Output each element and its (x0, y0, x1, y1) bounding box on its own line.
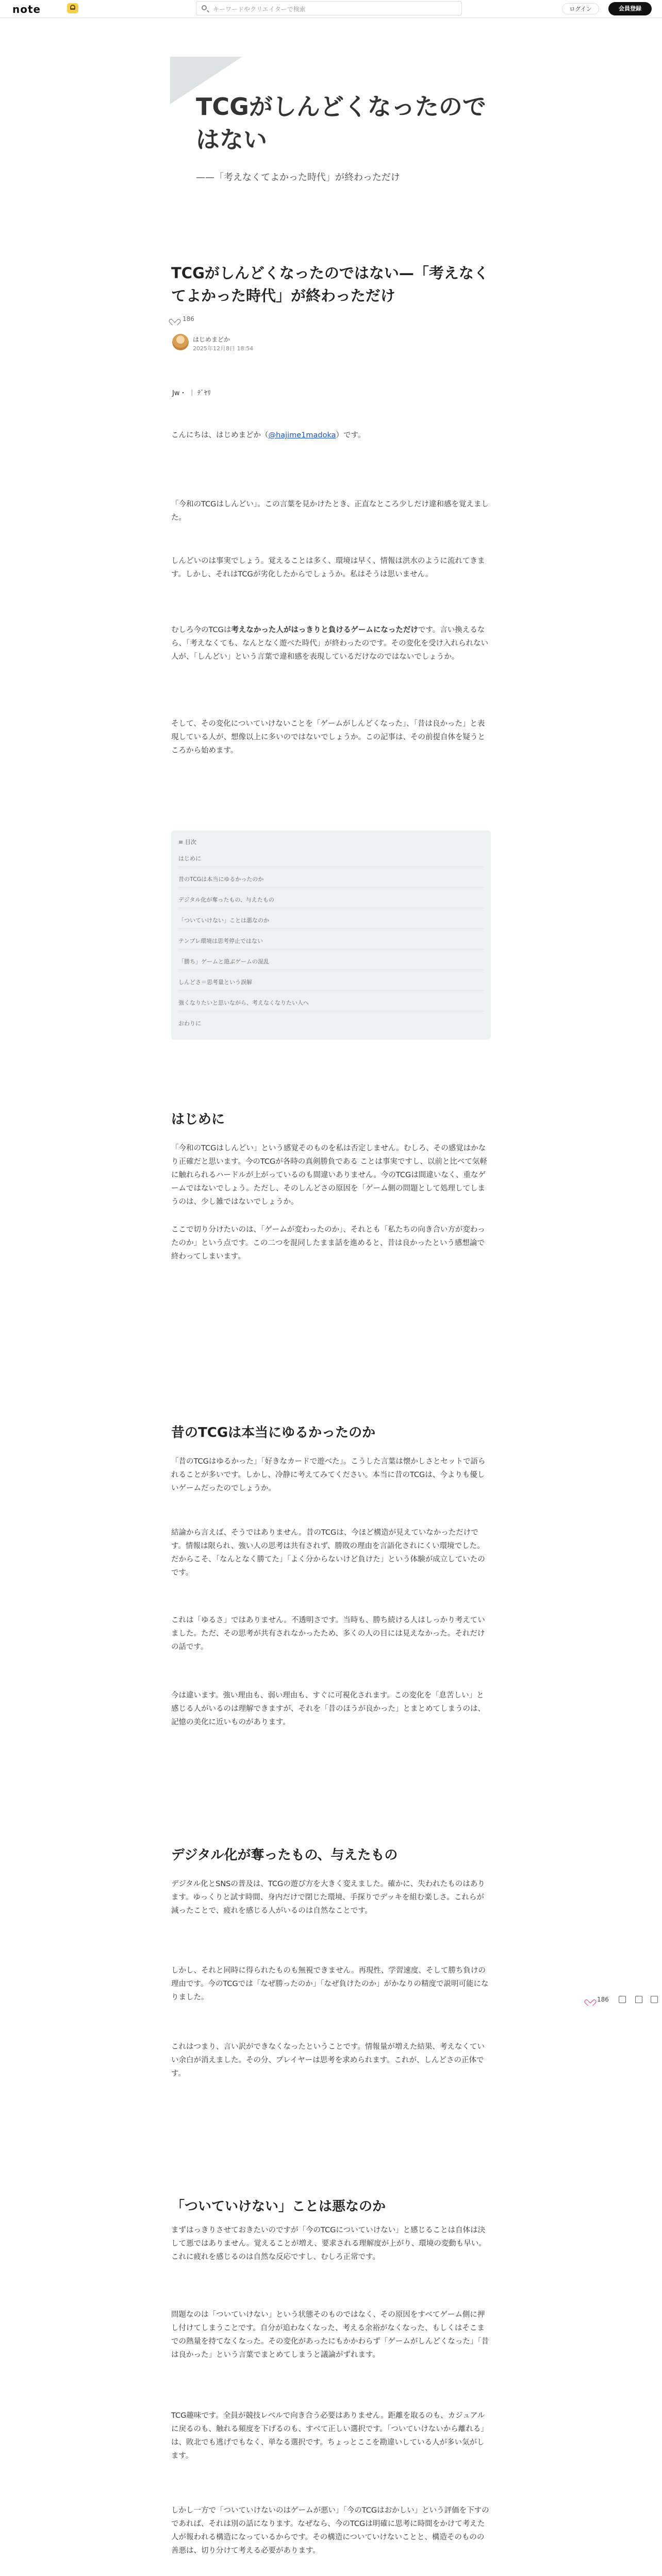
toc-item[interactable]: 昔のTCGは本当にゆるかったのか (178, 872, 484, 888)
toc-item[interactable]: 強くなりたいと思いながら、考えなくなりたい人へ (178, 995, 484, 1011)
section-paragraph (171, 1223, 491, 1263)
paragraph-text: です。言い換えるなら、「考えなくても、なんとなく遊べた時代」が終わったのです。その変化を受け入れられない人が、「しんどい」という言葉で違和感を表現しているだけなのではないでしょうか。 (171, 626, 488, 661)
paragraph-text: むしろ今のTCGは (171, 626, 231, 634)
article-title: TCGがしんどくなったのではない—「考えなくてよかった時代」が終わっただけ (171, 264, 489, 304)
section-paragraph (171, 2504, 491, 2557)
paragraph: 今は違います。強い理由も、弱い理由も、すぐに可視化されます。この変化を「息苦しい」と感じる人がいるのは理解できますが、それを「昔のほうが良かった」とまとめてしまうのは、記憶の美化に近いものがあります。 (171, 1691, 485, 1726)
section-paragraph (171, 2224, 491, 2264)
intro-paragraph (171, 717, 491, 757)
like-count-row[interactable] (171, 315, 194, 323)
publish-date: 2025年12月8日 18:54 (193, 345, 254, 352)
toc-item[interactable]: テンプレ環境は思考停止ではない (178, 934, 484, 950)
more-icon[interactable] (651, 1996, 658, 2003)
toc-item[interactable]: 「勝ち」ゲームと遊ぶゲームの混乱 (178, 954, 484, 970)
toc-heading-label: 目次 (185, 839, 196, 845)
section-heading-text: 昔のTCGは本当にゆるかったのか (171, 1425, 376, 1440)
paragraph: 「昔のTCGはゆるかった」「好きなカードで遊べた」。こうした言葉は懐かしさとセットで語られることが多いです。しかし、冷静に考えてみてください。本当に昔のTCGは、今よりも優しいゲームだったのでしょうか。 (171, 1458, 486, 1493)
paragraph: 結論から言えば、そうではありません。昔のTCGは、今ほど構造が見えていなかっただけです。情報は限られ、強い人の思考は共有されず、勝敗の理由を言語化されにくい環境でした。だからこそ、「なんとなく勝てた」「よく分からないけど負けた」という体験が成立していたのです。 (171, 1529, 485, 1577)
section-paragraph (171, 1689, 491, 1729)
paragraph: まずはっきりさせておきたいのですが「今のTCGについていけない」と感じることは自体は決して悪ではありません。覚えることが増え、要求される理解度が上がり、環境の変動も早い。これに疲れを感じるのは自然な反応ですし、むしろ正常です。 (171, 2226, 486, 2261)
section-paragraph (171, 1455, 491, 1495)
section-heading-text: 「ついていけない」ことは悪なのか (171, 2199, 386, 2214)
emphasis-text: 考えなかった人がはっきりと負けるゲームになっただけ (231, 626, 418, 634)
like-count: 186 (183, 315, 194, 323)
section-paragraph (171, 1142, 491, 1209)
intro-paragraph (171, 498, 491, 524)
hero-title: TCGがしんどくなったのではない (196, 93, 486, 154)
paragraph: そして、その変化についていけないことを「ゲームがしんどくなった」、「昔は良かった」と表現している人が、想像以上に多いのではないでしょうか。この記事は、その前提自体を疑うところから始めます。 (171, 720, 485, 755)
section-heading (171, 2196, 491, 2215)
paragraph: 「今和のTCGはしんどい」。この言葉を見かけたとき、正直なところ少しだけ違和感を覚えました。 (171, 500, 489, 522)
toc-item[interactable]: しんどさ＝思考量という誤解 (178, 975, 484, 991)
section-paragraph (171, 1526, 491, 1580)
bell-icon[interactable] (67, 3, 78, 13)
section-heading-text: はじめに (171, 1112, 225, 1127)
section-paragraph (171, 2308, 491, 2362)
share-icon[interactable] (635, 1996, 642, 2003)
intro-text: ）です。 (336, 431, 366, 439)
heart-icon[interactable] (587, 1997, 594, 2003)
paragraph: デジタル化とSNSの普及は、TCGの遊び方を大きく変えました。確かに、失われたものはあります。ゆっくりと試す時間、身内だけで閉じた環境、手探りでデッキを組む楽しさ。これらが減ったことで、疲れを感じる人がいるのは自然なことです。 (171, 1880, 485, 1915)
section-paragraph (171, 1964, 491, 2004)
author-avatar[interactable] (172, 334, 189, 350)
search-icon (202, 5, 207, 10)
hero-subtitle: ——「考えなくてよかった時代」が終わっただけ (196, 172, 400, 183)
intro-text: こんにちは、はじめまどか（ (171, 431, 269, 439)
author-handle-link[interactable]: @hajime1madoka (268, 431, 336, 439)
intro-paragraph (171, 554, 491, 581)
article-tags: Jw・ ｜ ﾃﾞﾔﾘ (172, 389, 211, 397)
heart-icon[interactable] (171, 316, 178, 323)
paragraph: 問題なのは「ついていけない」という状態そのものではなく、その原因をすべてゲーム側に押し付けてしまうことです。自分が追わなくなった、考える余裕がなくなった、もしくはそこまでの熱量を持てなくなった。その変化があったにもかかわらず「ゲームがしんどくなった」「昔は良かった」という言葉でまとめてしまうと議論がずれます。 (171, 2311, 489, 2359)
section-heading (171, 1109, 491, 1128)
paragraph: しかし一方で「ついていけないのはゲームが悪い」「今のTCGはおかしい」という評価を下すのであれば、それは別の話になります。なぜなら、今のTCGは明確に思考に時間をかけて考えた人が報われる構造になっているからです。その構造についていけないことと、構造そのものの善悪は、切り分けて考える必要があります。 (171, 2506, 489, 2555)
paragraph: 「今和のTCGはしんどい」という感覚そのものを私は否定しません。むしろ、その感覚はかなり正確だと思います。今のTCGが各時の真剣勝負である ことは事実ですし、以前と比べて気軽に触れられるハードルが上がっているのも間違いありません。今のTCGは間違いなく、重なゲームではないでしょう。ただし、そのしんどさの原因を「ゲーム側の問題として処理してしまうのは、少し雑ではないでしょうか。 (171, 1144, 487, 1206)
login-button[interactable]: ログイン (562, 3, 599, 14)
paragraph: しんどいのは事実でしょう。覚えることは多く、環境は早く、情報は洪水のように流れてきます。しかし、それはTCGが劣化したからでしょうか。私はそうは思いません。 (171, 557, 485, 579)
toc-heading[interactable] (178, 838, 196, 846)
section-paragraph (171, 2409, 491, 2463)
search-placeholder: キーワードやクリエイターで検索 (213, 6, 306, 13)
toc-item[interactable]: おわりに (178, 1020, 201, 1027)
author-name[interactable]: はじめまどか (193, 336, 230, 343)
toc-item[interactable]: デジタル化が奪ったもの、与えたもの (178, 892, 484, 908)
comment-icon[interactable] (619, 1996, 626, 2003)
paragraph: これは「ゆるさ」ではありません。不透明さです。当時も、勝ち続ける人はしっかり考えていました。ただ、その思考が共有されなかったため、多くの人の目には見えなかった。それだけの話です。 (171, 1616, 485, 1651)
floating-like-button[interactable] (587, 1996, 609, 2003)
section-paragraph (171, 1877, 491, 1918)
section-heading (171, 1844, 491, 1863)
intro-paragraph (171, 623, 491, 664)
side-like-count: 186 (597, 1996, 609, 2003)
paragraph: TCG趣味です。全員が競技レベルで向き合う必要はありません。距離を取るのも、カジュアルに戻るのも、触れる頻度を下げるのも、すべて正しい選択です。「ついていけないから離れる」は、敗北でも逃げでもなく、単なる選択です。ちょっとここを勘違いしている人が多い気がします。 (171, 2412, 488, 2460)
section-paragraph (171, 1614, 491, 1654)
section-heading (171, 1422, 491, 1441)
signup-button[interactable]: 会員登録 (608, 2, 652, 15)
search-input[interactable] (196, 1, 462, 15)
intro-greeting (171, 429, 491, 442)
table-of-contents (171, 831, 491, 1040)
top-navigation-bar (0, 0, 662, 18)
toc-item[interactable]: 「ついていけない」ことは悪なのか (178, 913, 484, 929)
paragraph: これはつまり、言い訳ができなくなったということです。情報量が増えた結果、考えなくていい余白が消えました。その分、プレイヤーは思考を求められます。これが、しんどさの正体です。 (171, 2043, 485, 2078)
section-heading-text: デジタル化が奪ったもの、与えたもの (171, 1848, 398, 1863)
paragraph: しかし、それと同時に得られたものも無視できません。再現性、学習速度、そして勝ち負けの理由です。今のTCGでは「なぜ勝ったのか」「なぜ負けたのか」がかなりの精度で説明可能になりました。 (171, 1967, 489, 2002)
toc-item[interactable]: はじめに (178, 851, 484, 867)
section-paragraph (171, 2040, 491, 2080)
note-logo[interactable]: note (12, 3, 41, 15)
list-icon: ≡ (178, 839, 185, 845)
paragraph: ここで切り分けたいのは、「ゲームが変わったのか」、それとも「私たちの向き合い方が変わったのか」という点です。この二つを混同したまま話を進めると、昔は良かったという感想論で終わってしまいます。 (171, 1226, 485, 1261)
